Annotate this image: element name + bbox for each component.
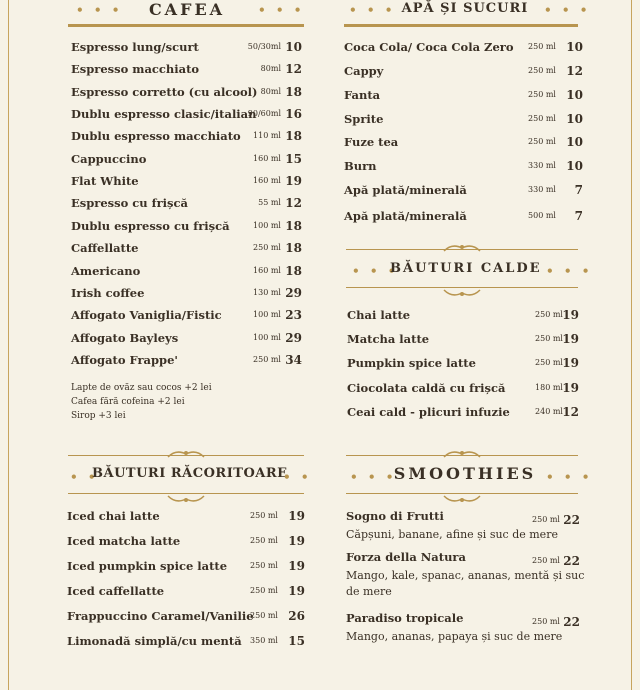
item-name: Americano xyxy=(71,263,141,278)
dots-left-ornament: • • • xyxy=(352,264,399,278)
item-name: Sogno di Frutti xyxy=(346,509,444,523)
item-size: 250 ml xyxy=(253,354,281,364)
menu-item xyxy=(344,209,583,229)
item-name: Espresso macchiato xyxy=(71,62,200,77)
menu-item xyxy=(71,331,302,351)
item-price: 22 xyxy=(563,513,580,527)
item-price: 12 xyxy=(562,404,579,419)
menu-note: Sirop +3 lei xyxy=(71,411,126,421)
menu-item xyxy=(71,129,302,149)
menu-item xyxy=(71,219,302,239)
item-price: 10 xyxy=(566,112,583,126)
flourish-ornament xyxy=(166,449,206,459)
item-price: 19 xyxy=(288,584,305,598)
item-name: Ciocolata caldă cu frișcă xyxy=(347,380,506,395)
menu-item xyxy=(71,85,302,105)
item-size: 130 ml xyxy=(253,287,281,297)
item-name: Pumpkin spice latte xyxy=(347,356,476,371)
item-name: Affogato Bayleys xyxy=(71,330,179,345)
menu-item xyxy=(67,584,305,604)
menu-item xyxy=(344,112,583,132)
item-size: 250 ml xyxy=(528,114,556,123)
item-price: 10 xyxy=(566,40,583,54)
item-price: 18 xyxy=(285,218,302,233)
item-name: Forza della Natura xyxy=(346,550,466,564)
item-price: 23 xyxy=(285,308,302,323)
divider xyxy=(68,24,304,27)
menu-item xyxy=(71,308,302,328)
item-name: Caffellatte xyxy=(71,241,139,256)
item-size: 250 ml xyxy=(250,511,278,520)
item-name: Coca Cola/ Coca Cola Zero xyxy=(344,40,514,54)
item-size: 160 ml xyxy=(253,265,281,275)
item-name: Frappuccino Caramel/Vanilie xyxy=(67,609,254,623)
item-name: Cappy xyxy=(344,64,384,78)
item-size: 330 ml xyxy=(528,185,556,194)
item-price: 12 xyxy=(285,62,302,77)
menu-item xyxy=(67,634,305,654)
menu-item xyxy=(347,308,579,328)
menu-item xyxy=(71,152,302,172)
item-price: 18 xyxy=(285,241,302,256)
item-size: 100 ml xyxy=(253,332,281,342)
item-size: 180 ml xyxy=(535,382,563,392)
apa-title: APĂ ȘI SUCURI xyxy=(401,1,529,16)
item-name: Irish coffee xyxy=(71,285,145,300)
item-price: 10 xyxy=(566,159,583,173)
item-price: 19 xyxy=(562,356,579,371)
item-name: Flat White xyxy=(71,174,139,189)
item-name: Dublu espresso macchiato xyxy=(71,129,241,144)
item-size: 250 ml xyxy=(535,310,563,319)
item-name: Espresso corretto (cu alcool) xyxy=(71,84,258,99)
smoothies-title: SMOOTHIES xyxy=(393,464,537,483)
item-name: Fanta xyxy=(344,88,381,102)
item-size: 250 ml xyxy=(250,586,278,595)
item-size: 500 ml xyxy=(528,211,556,220)
item-name: Limonadă simplă/cu mentă xyxy=(67,634,242,648)
item-size: 100 ml xyxy=(253,220,281,230)
item-price: 22 xyxy=(563,615,580,629)
item-size: 250 ml xyxy=(253,243,281,253)
item-name: Dublu espresso clasic/italian xyxy=(71,107,257,122)
item-size: 250 ml xyxy=(528,137,556,146)
item-name: Affogato Frappe' xyxy=(71,352,178,367)
item-size: 100 ml xyxy=(253,310,281,320)
menu-item xyxy=(344,183,583,203)
menu-item xyxy=(347,405,579,425)
item-price: 10 xyxy=(566,88,583,102)
menu-item xyxy=(71,353,302,373)
item-price: 10 xyxy=(285,40,302,54)
dots-right-ornament: • • • xyxy=(544,3,591,17)
menu-item xyxy=(344,135,583,155)
racoritoare-title: BĂUTURI RĂCORITOARE xyxy=(92,466,288,481)
item-price: 10 xyxy=(566,135,583,149)
item-size: 250 ml xyxy=(532,617,560,626)
dots-right-ornament: • • • xyxy=(546,264,593,278)
item-size: 110 ml xyxy=(253,131,281,141)
menu-item xyxy=(67,534,305,554)
dots-right-ornament: • • xyxy=(283,470,312,484)
item-name: Cappuccino xyxy=(71,151,147,166)
item-name: Fuze tea xyxy=(344,135,399,149)
menu-item xyxy=(344,159,583,179)
item-name: Iced chai latte xyxy=(67,509,160,523)
menu-item xyxy=(67,609,305,629)
menu-item xyxy=(347,332,579,352)
dots-left-ornament: • • • xyxy=(76,3,123,17)
item-price: 34 xyxy=(285,352,302,367)
flourish-ornament xyxy=(442,243,482,253)
item-name: Paradiso tropicale xyxy=(346,611,464,625)
cafea-title: CAFEA xyxy=(148,0,226,19)
item-name: Espresso cu frișcă xyxy=(71,196,188,211)
item-size: 250 ml xyxy=(528,90,556,99)
item-size: 250 ml xyxy=(250,611,278,620)
item-price: 19 xyxy=(288,534,305,548)
item-price: 19 xyxy=(562,380,579,395)
item-size: 250 ml xyxy=(528,42,556,51)
item-price: 19 xyxy=(285,174,302,189)
item-price: 26 xyxy=(288,609,305,623)
menu-note: Cafea fără cofeina +2 lei xyxy=(71,397,185,407)
menu-item xyxy=(347,356,579,376)
item-name: Chai latte xyxy=(347,308,411,322)
item-name: Matcha latte xyxy=(347,332,430,347)
item-size: 160 ml xyxy=(253,153,281,163)
menu-item xyxy=(71,196,302,216)
item-size: 80ml xyxy=(260,86,281,96)
menu-item xyxy=(71,62,302,82)
menu-item xyxy=(71,286,302,306)
item-price: 19 xyxy=(288,559,305,573)
menu-item xyxy=(347,381,579,401)
item-size: 160 ml xyxy=(253,176,281,186)
item-size: 250 ml xyxy=(528,66,556,75)
dots-left-ornament: • • • xyxy=(350,470,397,484)
item-price: 29 xyxy=(285,285,302,300)
item-description: de mere xyxy=(346,585,392,598)
menu-item xyxy=(344,40,583,60)
item-price: 18 xyxy=(285,263,302,278)
menu-note: Lapte de ovăz sau cocos +2 lei xyxy=(71,383,212,393)
menu-item xyxy=(346,550,585,598)
item-name: Dublu espresso cu frișcă xyxy=(71,218,230,233)
item-price: 15 xyxy=(288,634,305,648)
item-name: Sprite xyxy=(344,112,384,126)
item-price: 7 xyxy=(574,183,583,197)
item-size: 80ml xyxy=(260,64,281,74)
item-size: 55 ml xyxy=(258,198,281,208)
item-description: Mango, kale, spanac, ananas, mentă și suc xyxy=(346,569,585,582)
divider xyxy=(344,24,578,27)
flourish-ornament xyxy=(166,494,206,504)
item-size: 50/30ml xyxy=(247,42,281,51)
dots-left-ornament: • • • xyxy=(349,3,396,17)
item-price: 19 xyxy=(288,509,305,523)
item-price: 29 xyxy=(285,330,302,345)
item-price: 7 xyxy=(574,209,583,223)
item-size: 330 ml xyxy=(528,161,556,170)
item-size: 250 ml xyxy=(535,334,563,344)
item-name: Affogato Vaniglia/Fistic xyxy=(71,308,222,323)
item-size: 250 ml xyxy=(532,556,560,565)
menu-item xyxy=(346,611,580,643)
menu-item xyxy=(71,40,302,60)
menu-item xyxy=(71,107,302,127)
item-price: 15 xyxy=(285,151,302,166)
item-price: 18 xyxy=(285,84,302,99)
menu-item xyxy=(71,241,302,261)
item-name: Burn xyxy=(344,159,377,173)
menu-item xyxy=(71,264,302,284)
item-price: 19 xyxy=(562,308,579,322)
menu-item xyxy=(344,64,583,84)
menu-item xyxy=(346,509,580,541)
flourish-ornament xyxy=(442,449,482,459)
calde-title: BĂUTURI CALDE xyxy=(390,261,542,276)
flourish-ornament xyxy=(442,288,482,298)
item-price: 22 xyxy=(563,554,580,568)
menu-item xyxy=(344,88,583,108)
item-name: Apă plată/minerală xyxy=(344,183,467,197)
dots-right-ornament: • • • xyxy=(546,470,593,484)
item-name: Iced matcha latte xyxy=(67,534,181,548)
flourish-ornament xyxy=(442,494,482,504)
item-size: 250 ml xyxy=(535,358,563,368)
item-price: 16 xyxy=(285,107,302,122)
dots-right-ornament: • • • xyxy=(258,3,305,17)
item-size: 250 ml xyxy=(250,561,278,570)
item-name: Iced caffellatte xyxy=(67,584,165,598)
item-description: Căpșuni, banane, afine și suc de mere xyxy=(346,528,558,541)
item-name: Ceai cald - plicuri infuzie xyxy=(347,404,510,419)
menu-item xyxy=(67,559,305,579)
item-price: 19 xyxy=(562,332,579,347)
item-description: Mango, ananas, papaya și suc de mere xyxy=(346,630,563,643)
item-name: Apă plată/minerală xyxy=(344,209,467,223)
item-size: 240 ml xyxy=(535,406,563,416)
item-size: 250 ml xyxy=(532,515,560,524)
menu-item xyxy=(67,509,305,529)
item-name: Espresso lung/scurt xyxy=(71,40,199,54)
item-price: 18 xyxy=(285,129,302,144)
item-price: 12 xyxy=(566,64,583,78)
dots-left-ornament: • • xyxy=(70,470,99,484)
item-name: Iced pumpkin spice latte xyxy=(67,559,228,573)
item-size: 250 ml xyxy=(250,536,278,545)
item-price: 12 xyxy=(285,196,302,211)
menu-item xyxy=(71,174,302,194)
item-size: 90/60ml xyxy=(247,109,281,119)
item-size: 350 ml xyxy=(250,636,278,645)
